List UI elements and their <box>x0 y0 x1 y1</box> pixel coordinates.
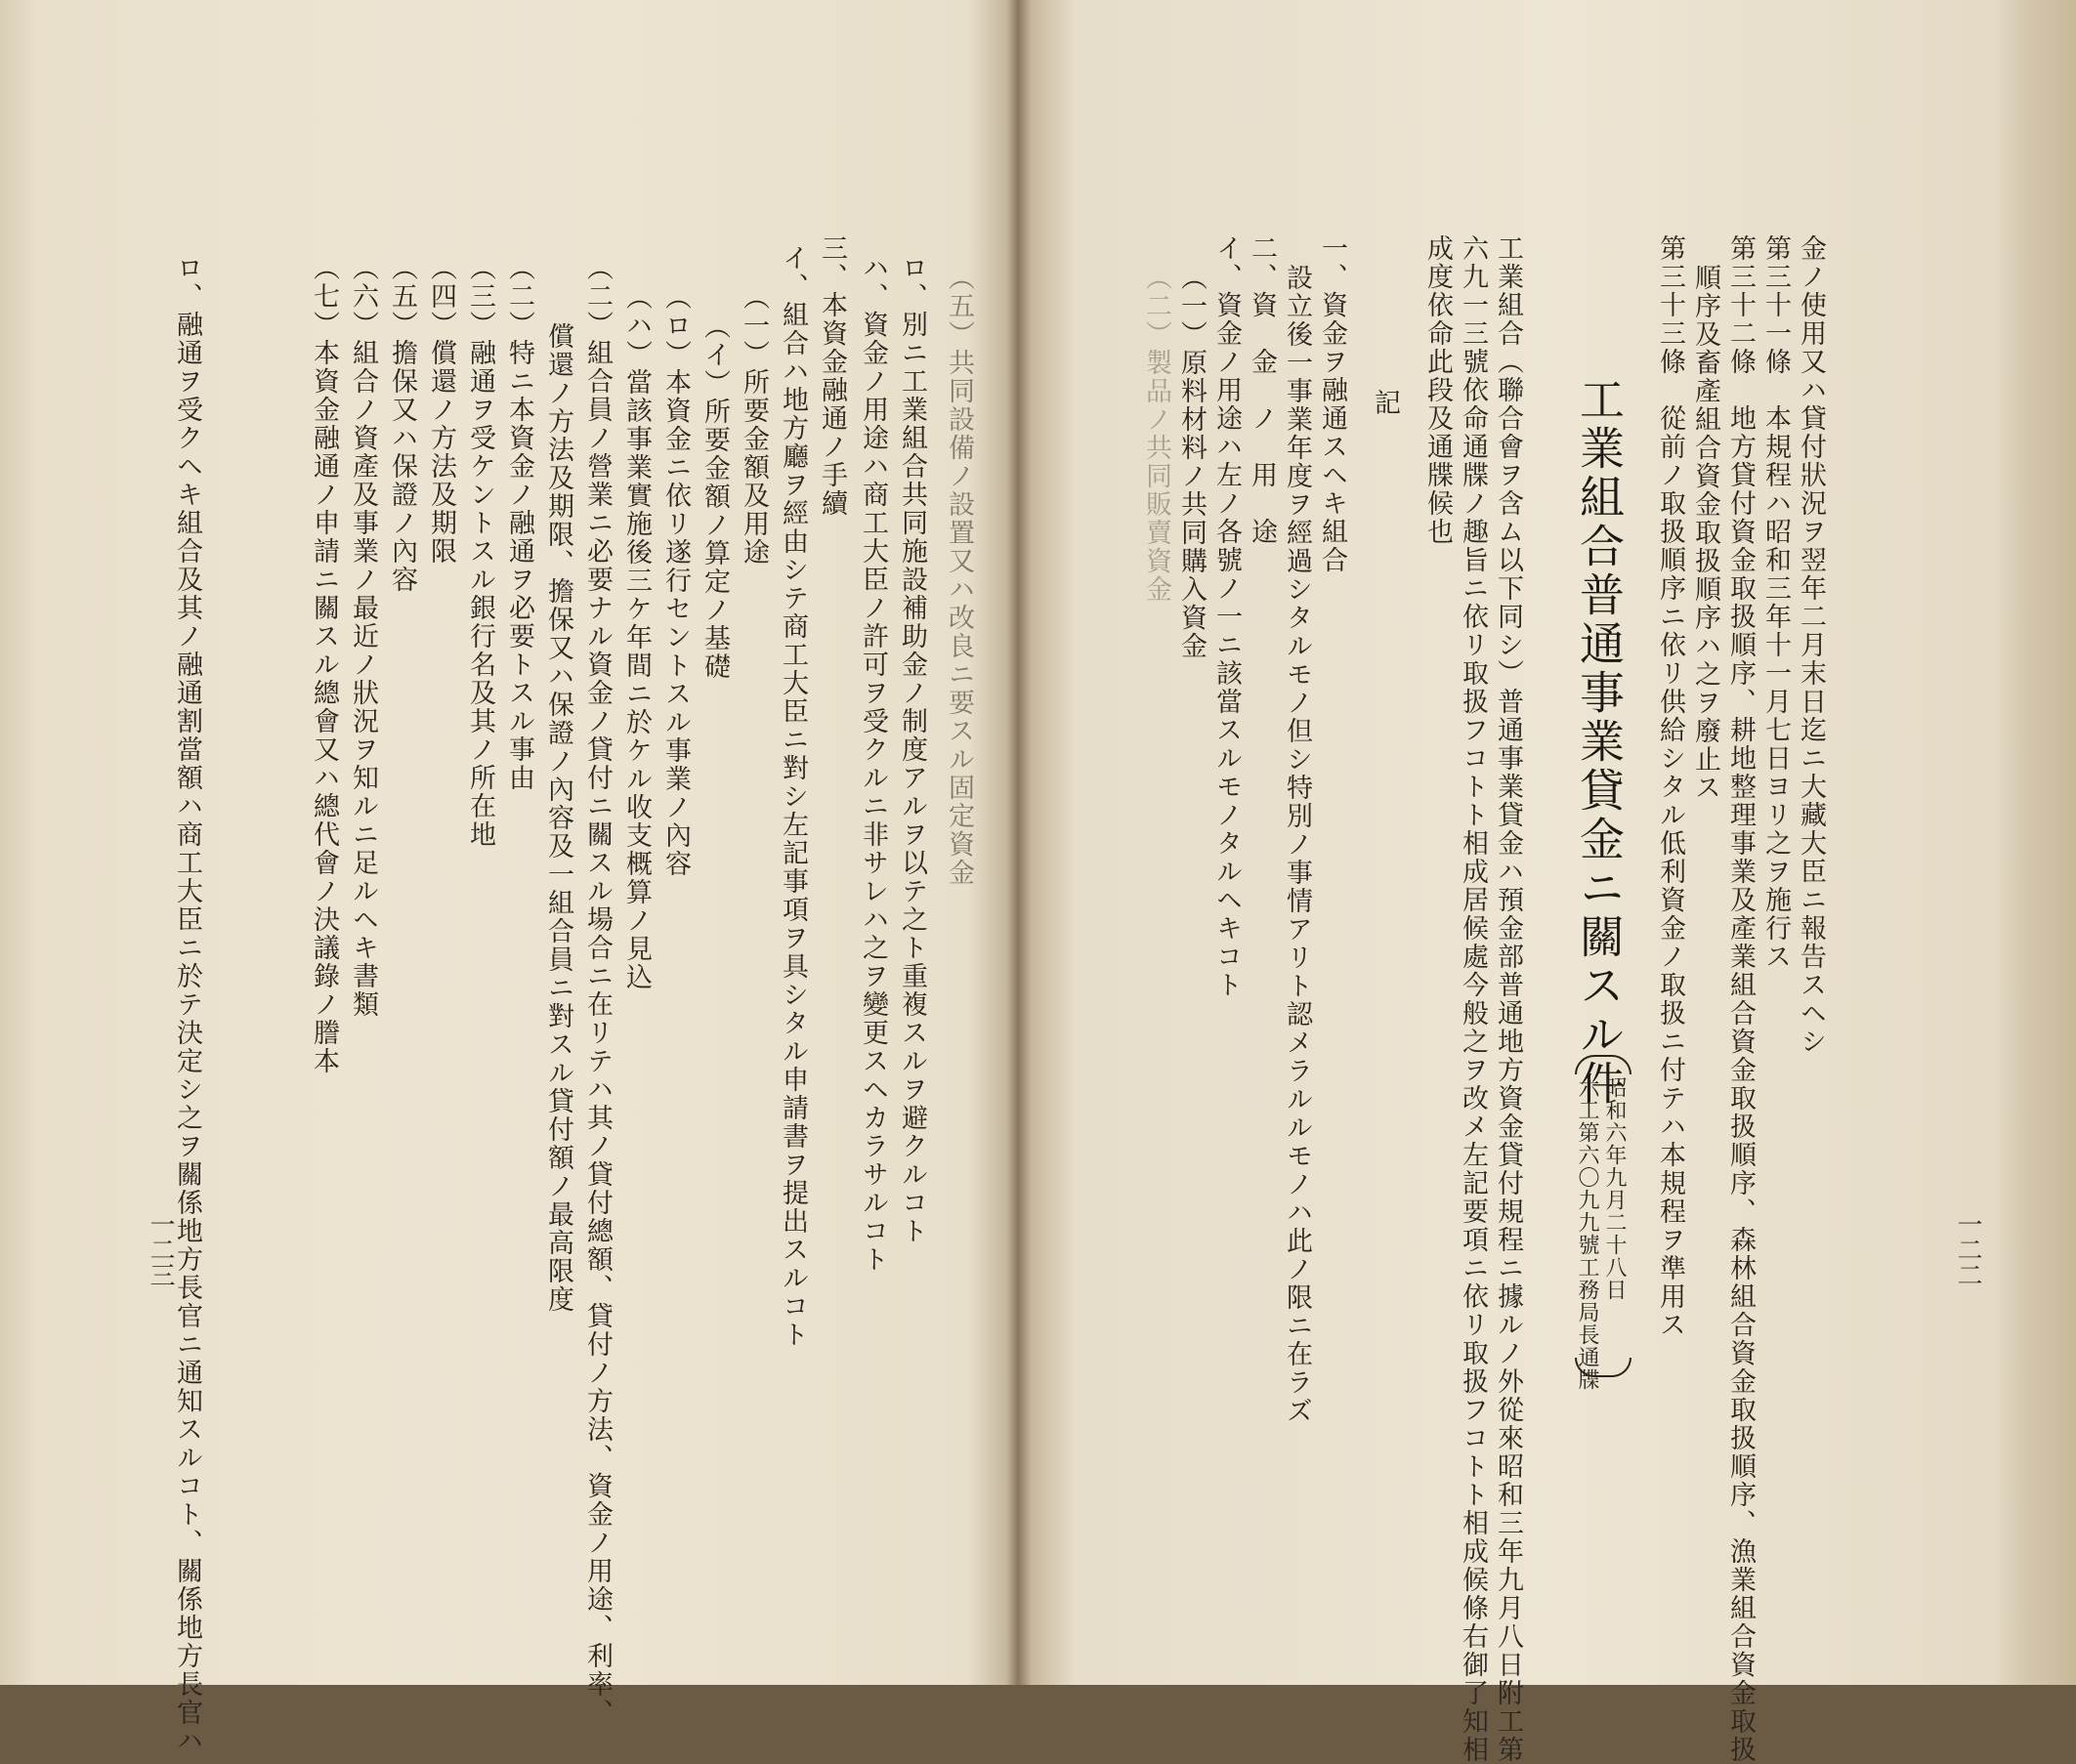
date-notice-block <box>1571 1055 1631 1391</box>
document-title: 工業組合普通事業貸金ニ關スル件 <box>1573 376 1626 1109</box>
page-number-left: 一二三 <box>146 1211 175 1287</box>
right-line-5: 第三十三條 從前ノ取扱順序ニ依リ供給シタル低利資金ノ取扱ニ付テハ本規程ヲ準用ス <box>1655 234 1685 1339</box>
left-line-2: ロ、別ニ工業組合共同施設補助金ノ制度アルヲ以テ之ト重複スルヲ避クルコト <box>897 254 927 1245</box>
body-line-2: 六九一三號依命通牒ノ趣旨ニ依リ取扱フコトト相成居候處今般之ヲ改メ左記要項ニ依リ取扱フコトト相成候條右御了知相 <box>1458 234 1488 1764</box>
left-line-13: （三）融通ヲ受ケントスル銀行名及其ノ所在地 <box>465 254 495 849</box>
bracket-top <box>1575 1055 1631 1074</box>
left-line-3: ハ、資金ノ用途ハ商工大臣ノ許可ヲ受クルニ非サレハ之ヲ變更スヘカラサルコト <box>858 254 888 1274</box>
item-1-text: 設立後一事業年度ヲ經過シタルモノ但シ特別ノ事情アリト認メラルルモノハ此ノ限ニ在ラズ <box>1282 264 1312 1425</box>
left-line-8: （ロ）本資金ニ依リ遂行セントスル事業ノ內容 <box>660 283 691 878</box>
left-line-10: （二）組合員ノ營業ニ必要ナル資金ノ貸付ニ關スル場合ニ在リテハ其ノ貸付總額、貸付ノ方法、資金ノ用途、利率、 <box>582 254 613 1727</box>
right-line-1: 金ノ使用又ハ貸付狀況ヲ翌年二月末日迄ニ大藏大臣ニ報告スヘシ <box>1796 234 1826 1056</box>
left-line-11: 償還ノ方法及期限、擔保又ハ保證ノ內容及一組合員ニ對スル貸付額ノ最高限度 <box>543 322 573 1314</box>
left-line-16: （六）組合ノ資產及事業ノ最近ノ狀況ヲ知ルニ足ルヘキ書類 <box>348 254 378 1019</box>
left-line-18: ロ、融通ヲ受クヘキ組合及其ノ融通割當額ハ商工大臣ニ於テ決定シ之ヲ關係地方長官ニ通知スルコト、關係地方長官ハ <box>172 254 202 1755</box>
left-line-12: （二）特ニ本資金ノ融通ヲ必要トスル事由 <box>504 254 534 792</box>
left-line-15: （五）擔保又ハ保證ノ內容 <box>387 254 417 594</box>
item-2-i: イ、資金ノ用途ハ左ノ各號ノ一ニ該當スルモノタルヘキコト <box>1211 234 1242 999</box>
bracket-bottom <box>1575 1358 1631 1377</box>
left-line-4: 三、本資金融通ノ手續 <box>817 234 847 518</box>
right-line-4: 順序及畜產組合資金取扱順序ハ之ヲ廢止ス <box>1690 264 1720 802</box>
date-line: 昭和六年九月二十八日 <box>1602 1076 1627 1301</box>
item-2-heading: 二、資 金 ノ 用 途 <box>1247 234 1277 546</box>
left-line-7: （イ）所要金額ノ算定ノ基礎 <box>699 313 730 681</box>
left-line-1: （五）共同設備ノ設置又ハ改良ニ要スル固定資金 <box>944 264 974 887</box>
body-line-3: 成度依命此段及通牒候也 <box>1422 234 1453 546</box>
ki-heading: 記 <box>1370 389 1400 417</box>
body-line-1: 工業組合（聯合會ヲ含ム以下同シ）普通事業貸金ハ預金部普通地方資金貸付規程ニ據ルノ外從來昭和三年九月八日附工第 <box>1493 234 1523 1764</box>
right-line-2: 第三十一條 本規程ハ昭和三年十一月七日ヨリ之ヲ施行ス <box>1760 234 1791 971</box>
right-page <box>1021 0 2076 1685</box>
left-line-14: （四）償還ノ方法及期限 <box>426 254 456 566</box>
left-line-9: （ハ）當該事業實施後三ケ年間ニ於ケル收支概算ノ見込 <box>621 283 652 991</box>
notice-number: 六工第六〇九九號工務局長通牒 <box>1575 1076 1599 1391</box>
right-line-3: 第三十二條 地方貸付資金取扱順序、耕地整理事業及產業組合資金取扱順序、森林組合資金取扱順序、漁業組合資金取扱 <box>1725 234 1756 1764</box>
page-number-right: 一二二 <box>1953 1211 1982 1287</box>
left-line-5: イ、組合ハ地方廳ヲ經由シテ商工大臣ニ對シ左記事項ヲ具シタル申請書ヲ提出スルコト <box>778 244 808 1349</box>
left-line-17: （七）本資金融通ノ申請ニ關スル總會又ハ總代會ノ決議錄ノ謄本 <box>309 254 339 1075</box>
item-1-heading: 一、資金ヲ融通スヘキ組合 <box>1317 234 1347 574</box>
left-line-6: （一）所要金額及用途 <box>739 283 769 567</box>
item-2-i-1: （一）原料材料ノ共同購入資金 <box>1176 264 1207 660</box>
item-2-i-2: （二）製品ノ共同販賣資金 <box>1141 264 1171 604</box>
